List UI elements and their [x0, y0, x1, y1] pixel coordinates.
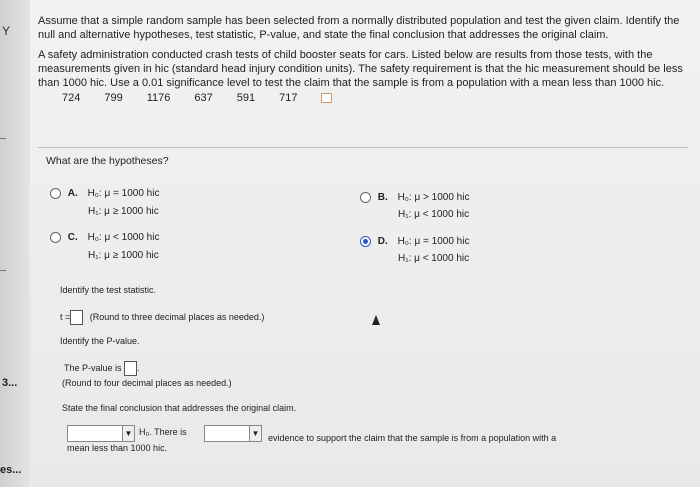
- option-a-radio[interactable]: [50, 188, 61, 199]
- chevron-down-icon: ▼: [249, 426, 261, 441]
- option-b-letter: B.: [377, 192, 388, 204]
- test-stat-row: [60, 310, 264, 325]
- option-c-letter: C.: [67, 232, 78, 244]
- option-a[interactable]: [50, 188, 159, 199]
- data-value: 724: [62, 92, 81, 104]
- evidence-level-select[interactable]: [204, 425, 262, 442]
- option-d-radio-selected[interactable]: [360, 236, 371, 247]
- option-c-radio[interactable]: [50, 232, 61, 243]
- sidebar-item-fragment[interactable]: 3...: [2, 377, 18, 389]
- conclusion-continuation: mean less than 1000 hic.: [67, 443, 168, 453]
- data-value: 637: [194, 92, 213, 104]
- option-a-letter: A.: [67, 188, 78, 200]
- left-sidebar: [0, 0, 30, 487]
- hypotheses-question: What are the hypotheses?: [46, 155, 169, 167]
- conclusion-evidence-text: evidence to support the claim that the sample is from a population with a: [268, 433, 557, 443]
- option-a-h1: H₁: μ ≥ 1000 hic: [88, 206, 159, 217]
- pvalue-heading: Identify the P-value.: [60, 336, 140, 346]
- option-d-h0: H₀: μ = 1000 hic: [397, 236, 470, 248]
- option-a-h0: H₀: μ = 1000 hic: [87, 188, 160, 200]
- test-stat-prefix: t =: [60, 311, 71, 322]
- option-b-h0: H₀: μ > 1000 hic: [397, 192, 470, 204]
- option-c-h1: H₁: μ ≥ 1000 hic: [88, 250, 159, 261]
- option-b-h1: H₁: μ < 1000 hic: [398, 209, 470, 220]
- instructions-text: Assume that a simple random sample has been selected from a normally distributed population and test the given claim. Identify the null and alternative hypotheses, test statistic, P-value, and state the final conclusion that addresses the original claim.: [38, 15, 680, 41]
- mouse-cursor-icon: [372, 315, 380, 325]
- data-value: 1176: [146, 92, 171, 104]
- pvalue-row: [64, 361, 140, 376]
- data-value: 591: [236, 92, 256, 104]
- option-b-radio[interactable]: [360, 192, 371, 203]
- sidebar-tick: [0, 138, 6, 139]
- option-d[interactable]: [360, 236, 469, 247]
- test-stat-input[interactable]: [70, 310, 83, 325]
- test-stat-heading: Identify the test statistic.: [60, 285, 157, 295]
- chevron-down-icon: ▼: [122, 426, 134, 441]
- option-d-h1: H₁: μ < 1000 hic: [398, 253, 470, 264]
- option-b[interactable]: [360, 192, 469, 203]
- pvalue-prefix: The P-value is: [64, 362, 122, 373]
- option-d-letter: D.: [377, 236, 388, 248]
- data-value: 717: [279, 92, 298, 104]
- test-stat-note: (Round to three decimal places as needed.): [89, 311, 265, 322]
- pvalue-note: (Round to four decimal places as needed.): [62, 378, 232, 388]
- sidebar-mark: Y: [2, 24, 11, 38]
- pvalue-suffix: .: [137, 362, 140, 373]
- option-c[interactable]: [50, 232, 159, 243]
- option-c-h0: H₀: μ < 1000 hic: [87, 232, 160, 244]
- sidebar-tick: [0, 270, 6, 271]
- sidebar-item-fragment[interactable]: es...: [0, 464, 22, 476]
- question-content: [38, 14, 688, 104]
- divider: [38, 147, 688, 148]
- copy-data-icon[interactable]: [321, 93, 332, 103]
- data-values: [38, 92, 688, 104]
- conclusion-heading: State the final conclusion that addresses the original claim.: [62, 403, 297, 413]
- pvalue-input[interactable]: [124, 361, 137, 376]
- data-value: 799: [104, 92, 123, 104]
- reject-decision-select[interactable]: [67, 425, 135, 442]
- problem-text: A safety administration conducted crash tests of child booster seats for cars. Listed below are results from those tests, with the measurements given in hic (standard head injury condition units). The safety requirement is that the hic measurement should be less than 1000 hic. Use a 0.01 significance level to test the claim that the sample is from a population with a mean less than 1000 hic.: [38, 49, 683, 89]
- conclusion-h0-text: H₀. There is: [139, 427, 187, 437]
